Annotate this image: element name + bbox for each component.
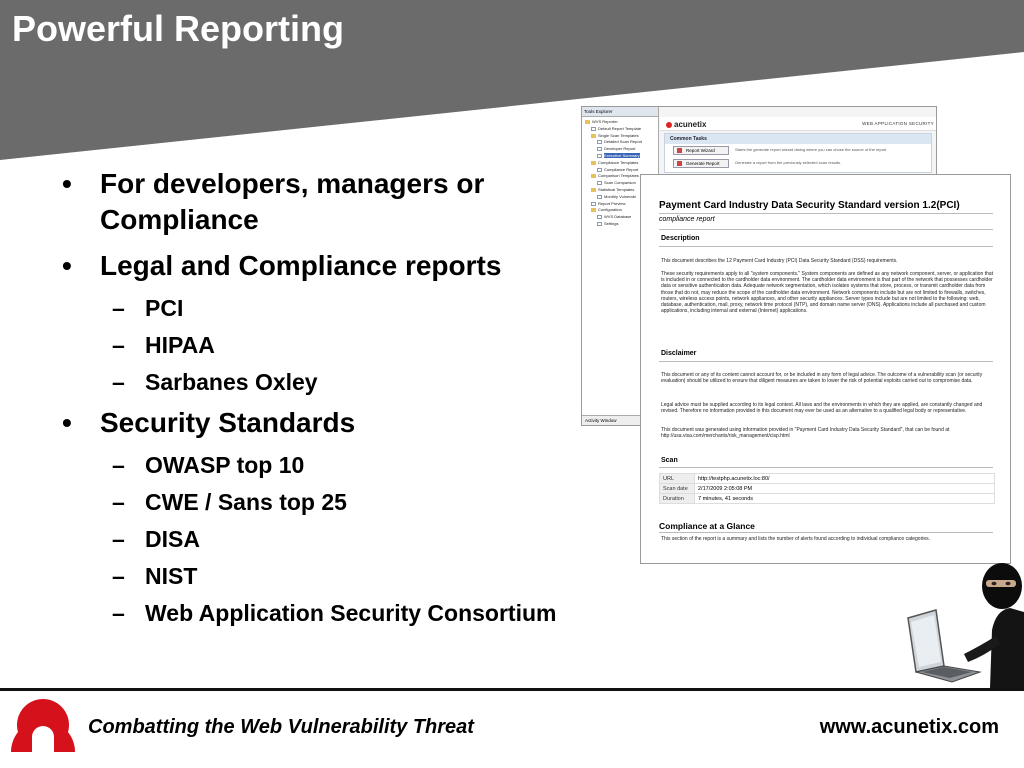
- tree-item-label: Compliance Templates: [598, 159, 639, 165]
- explorer-title: Tools Explorer: [582, 107, 658, 117]
- tree-item[interactable]: [582, 153, 658, 160]
- compliance-glance-paragraph: This section of the report is a summary and lists the number of alerts found according to individual compliance categories.: [661, 536, 931, 542]
- tree-item-label: Compliance Report: [604, 166, 639, 172]
- compliance-glance-heading: Compliance at a Glance: [659, 521, 755, 531]
- doc-icon: [597, 195, 602, 199]
- task-row: [665, 144, 931, 157]
- footer-website[interactable]: www.acunetix.com: [819, 716, 999, 738]
- tree-item-label: Report Preview: [598, 200, 626, 206]
- folder-icon: [591, 134, 596, 138]
- sub-bullet-item: [62, 451, 622, 480]
- brand-bar: [660, 117, 937, 131]
- tree-item-label: Single Scan Templates: [598, 132, 639, 138]
- bullet-dot: •: [62, 250, 72, 281]
- app-icon: [585, 120, 590, 124]
- tree-item-label: Comparison Templates: [598, 173, 639, 179]
- sub-bullet-text: OWASP top 10: [145, 452, 305, 478]
- sub-bullet-item: [62, 525, 622, 554]
- tree-item[interactable]: [582, 146, 658, 153]
- bullet-dash: –: [112, 452, 125, 478]
- bullet-dash: –: [112, 369, 125, 395]
- scan-heading: Scan: [661, 457, 678, 464]
- table-row: [660, 484, 995, 494]
- divider: [659, 213, 993, 214]
- bullet-dash: –: [112, 563, 125, 589]
- sub-bullet-text: DISA: [145, 526, 200, 552]
- bullet-dash: –: [112, 295, 125, 321]
- report-title: Payment Card Industry Data Security Standard version 1.2(PCI): [659, 200, 960, 211]
- folder-icon: [591, 208, 596, 212]
- bullet-list: [62, 166, 622, 636]
- sub-bullet-text: Sarbanes Oxley: [145, 369, 318, 395]
- report-icon: [677, 161, 682, 166]
- footer-tagline: Combatting the Web Vulnerability Threat: [88, 716, 474, 738]
- divider: [659, 246, 993, 247]
- task-description: Starts the generate report wizard dialog where you can chose the source of the report: [735, 147, 887, 152]
- task-description: Generate a report from the previously selected scan results.: [735, 160, 842, 165]
- divider: [659, 467, 993, 468]
- tree-item[interactable]: [582, 126, 658, 133]
- brand-name: acunetix: [674, 120, 707, 129]
- pci-report-screenshot: [640, 174, 1011, 564]
- scan-value: 7 minutes, 41 seconds: [695, 494, 995, 504]
- doc-icon: [597, 140, 602, 144]
- sub-bullet-item: [62, 294, 622, 323]
- sub-bullet-text: HIPAA: [145, 332, 215, 358]
- common-tasks-panel: [664, 133, 932, 173]
- sub-bullet-text: NIST: [145, 563, 198, 589]
- hacker-with-laptop-illustration: [892, 560, 1024, 688]
- sub-bullet-item: [62, 562, 622, 591]
- bullet-item: [62, 248, 622, 284]
- doc-icon: [597, 181, 602, 185]
- tree-item-label: Detailed Scan Report: [604, 139, 643, 145]
- tree-item-label: Settings: [604, 220, 619, 226]
- tree-item-label: Scan Comparison: [604, 180, 636, 186]
- table-row: [660, 494, 995, 504]
- tree-item-label: WVS Reporter: [592, 119, 618, 124]
- report-wizard-button[interactable]: [673, 146, 729, 155]
- doc-icon: [597, 168, 602, 172]
- disclaimer-heading: Disclaimer: [661, 350, 697, 357]
- bullet-dot: •: [62, 407, 72, 438]
- logo-mark-icon: [666, 122, 672, 128]
- slide-title: Powerful Reporting: [12, 8, 344, 49]
- scan-key: Scan date: [660, 484, 695, 494]
- task-label: Generate Report: [686, 161, 720, 166]
- tree-item[interactable]: [582, 119, 658, 126]
- tree-item-label: Configuration: [598, 207, 622, 213]
- tree-item-label: Monthly Vulnerabi: [604, 193, 636, 199]
- description-paragraph: These security requirements apply to all "system components." System components are defined as any network component, server, or application that is included in or connected to the cardholder data environment. The cardholder data environment is that part of the network that possesses cardholder data or sensitive authentication data. Adequate network segmentation, which isolates systems that store, process, or transmit cardholder data from those that do not, may reduce the scope of the cardholder data environment. Network components include but are not limited to firewalls, switches, routers, wireless access points, network appliances, and other security appliances. Server types include but are not limited to the following: web, database, authentication, mail, proxy, network time protocol (NTP), and domain name server (DNS). Applications include all purchased and custom applications, including internal and external (Internet) applications.: [661, 271, 994, 315]
- bullet-dot: •: [62, 168, 72, 199]
- folder-icon: [591, 161, 596, 165]
- disclaimer-paragraph: Legal advice must be supplied according to its legal context. All laws and the environments in which they are applied, are constantly changed and revised. Therefore no information provided in this document may ever be used as an alternative to a qualified legal body or representative.: [661, 402, 983, 415]
- sub-bullet-text: PCI: [145, 295, 184, 321]
- bullet-dash: –: [112, 332, 125, 358]
- common-tasks-title: Common Tasks: [665, 134, 931, 144]
- activity-window-tab[interactable]: Activity Window: [582, 415, 659, 425]
- scan-value: 2/17/2009 2:05:08 PM: [695, 484, 995, 494]
- tree-item[interactable]: [582, 167, 658, 174]
- sub-bullet-item: [62, 368, 622, 397]
- divider: [659, 361, 993, 362]
- doc-icon: [591, 127, 596, 131]
- disclaimer-paragraph: This document was generated using information provided in "Payment Card Industry Data Security Standard", that can be found at http://usa.visa.com/merchants/risk_management/cisp.html: [661, 427, 950, 440]
- tree-item-label: Statistical Templates: [598, 186, 635, 192]
- divider: [659, 532, 993, 533]
- doc-icon: [597, 222, 602, 226]
- footer-divider: [0, 688, 1024, 691]
- sub-bullet-item: [62, 488, 622, 517]
- task-label: Report Wizard: [686, 148, 715, 153]
- description-heading: Description: [661, 235, 700, 242]
- doc-icon: [597, 215, 602, 219]
- bullet-text: Legal and Compliance reports: [100, 250, 502, 281]
- bullet-text: Security Standards: [100, 407, 356, 438]
- acunetix-logo: [666, 120, 706, 129]
- disclaimer-paragraph: This document or any of its content cannot account for, or be included in any form of legal advice. The outcome of a vulnerability scan (or security evaluation) should be utilized to ensure that diligent measures are taken to lower the risk of potential exploits carried out to compromise data.: [661, 372, 983, 385]
- bullet-dash: –: [112, 489, 125, 515]
- sub-bullet-item: [62, 599, 622, 628]
- sub-bullet-text: CWE / Sans top 25: [145, 489, 347, 515]
- doc-icon: [597, 147, 602, 151]
- bullet-dash: –: [112, 600, 125, 626]
- scan-key: URL: [660, 474, 695, 484]
- doc-icon: [597, 154, 602, 158]
- tree-item-label: Executive Summary: [604, 152, 640, 158]
- sub-bullet-text: Web Application Security Consortium: [145, 600, 557, 626]
- tree-item[interactable]: [582, 160, 658, 167]
- bullet-text: For developers, managers or Compliance: [100, 168, 485, 235]
- bullet-item: [62, 166, 622, 238]
- description-paragraph: This document describes the 12 Payment Card Industry (PCI) Data Security Standard (DSS) requirements.: [661, 258, 898, 264]
- tree-item-label: WVS Database: [604, 214, 632, 220]
- report-subtitle: compliance report: [659, 216, 715, 223]
- wizard-icon: [677, 148, 682, 153]
- table-row: [660, 474, 995, 484]
- tree-item-label: Default Report Template: [598, 125, 642, 131]
- folder-icon: [591, 188, 596, 192]
- sub-bullet-item: [62, 331, 622, 360]
- bullet-item: [62, 405, 622, 441]
- bullet-dash: –: [112, 526, 125, 552]
- divider: [659, 229, 993, 230]
- generate-report-button[interactable]: [673, 159, 729, 168]
- acunetix-logo-icon: [8, 697, 78, 755]
- tree-item[interactable]: [582, 133, 658, 140]
- scan-table: [659, 473, 995, 504]
- brand-tagline: WEB APPLICATION SECURITY: [862, 121, 934, 126]
- scan-key: Duration: [660, 494, 695, 504]
- scan-value: http://testphp.acunetix.loc:80/: [695, 474, 995, 484]
- tree-item[interactable]: [582, 139, 658, 146]
- task-row: [665, 157, 931, 170]
- folder-icon: [591, 174, 596, 178]
- tree-item-label: Developer Report: [604, 146, 636, 152]
- doc-icon: [591, 202, 596, 206]
